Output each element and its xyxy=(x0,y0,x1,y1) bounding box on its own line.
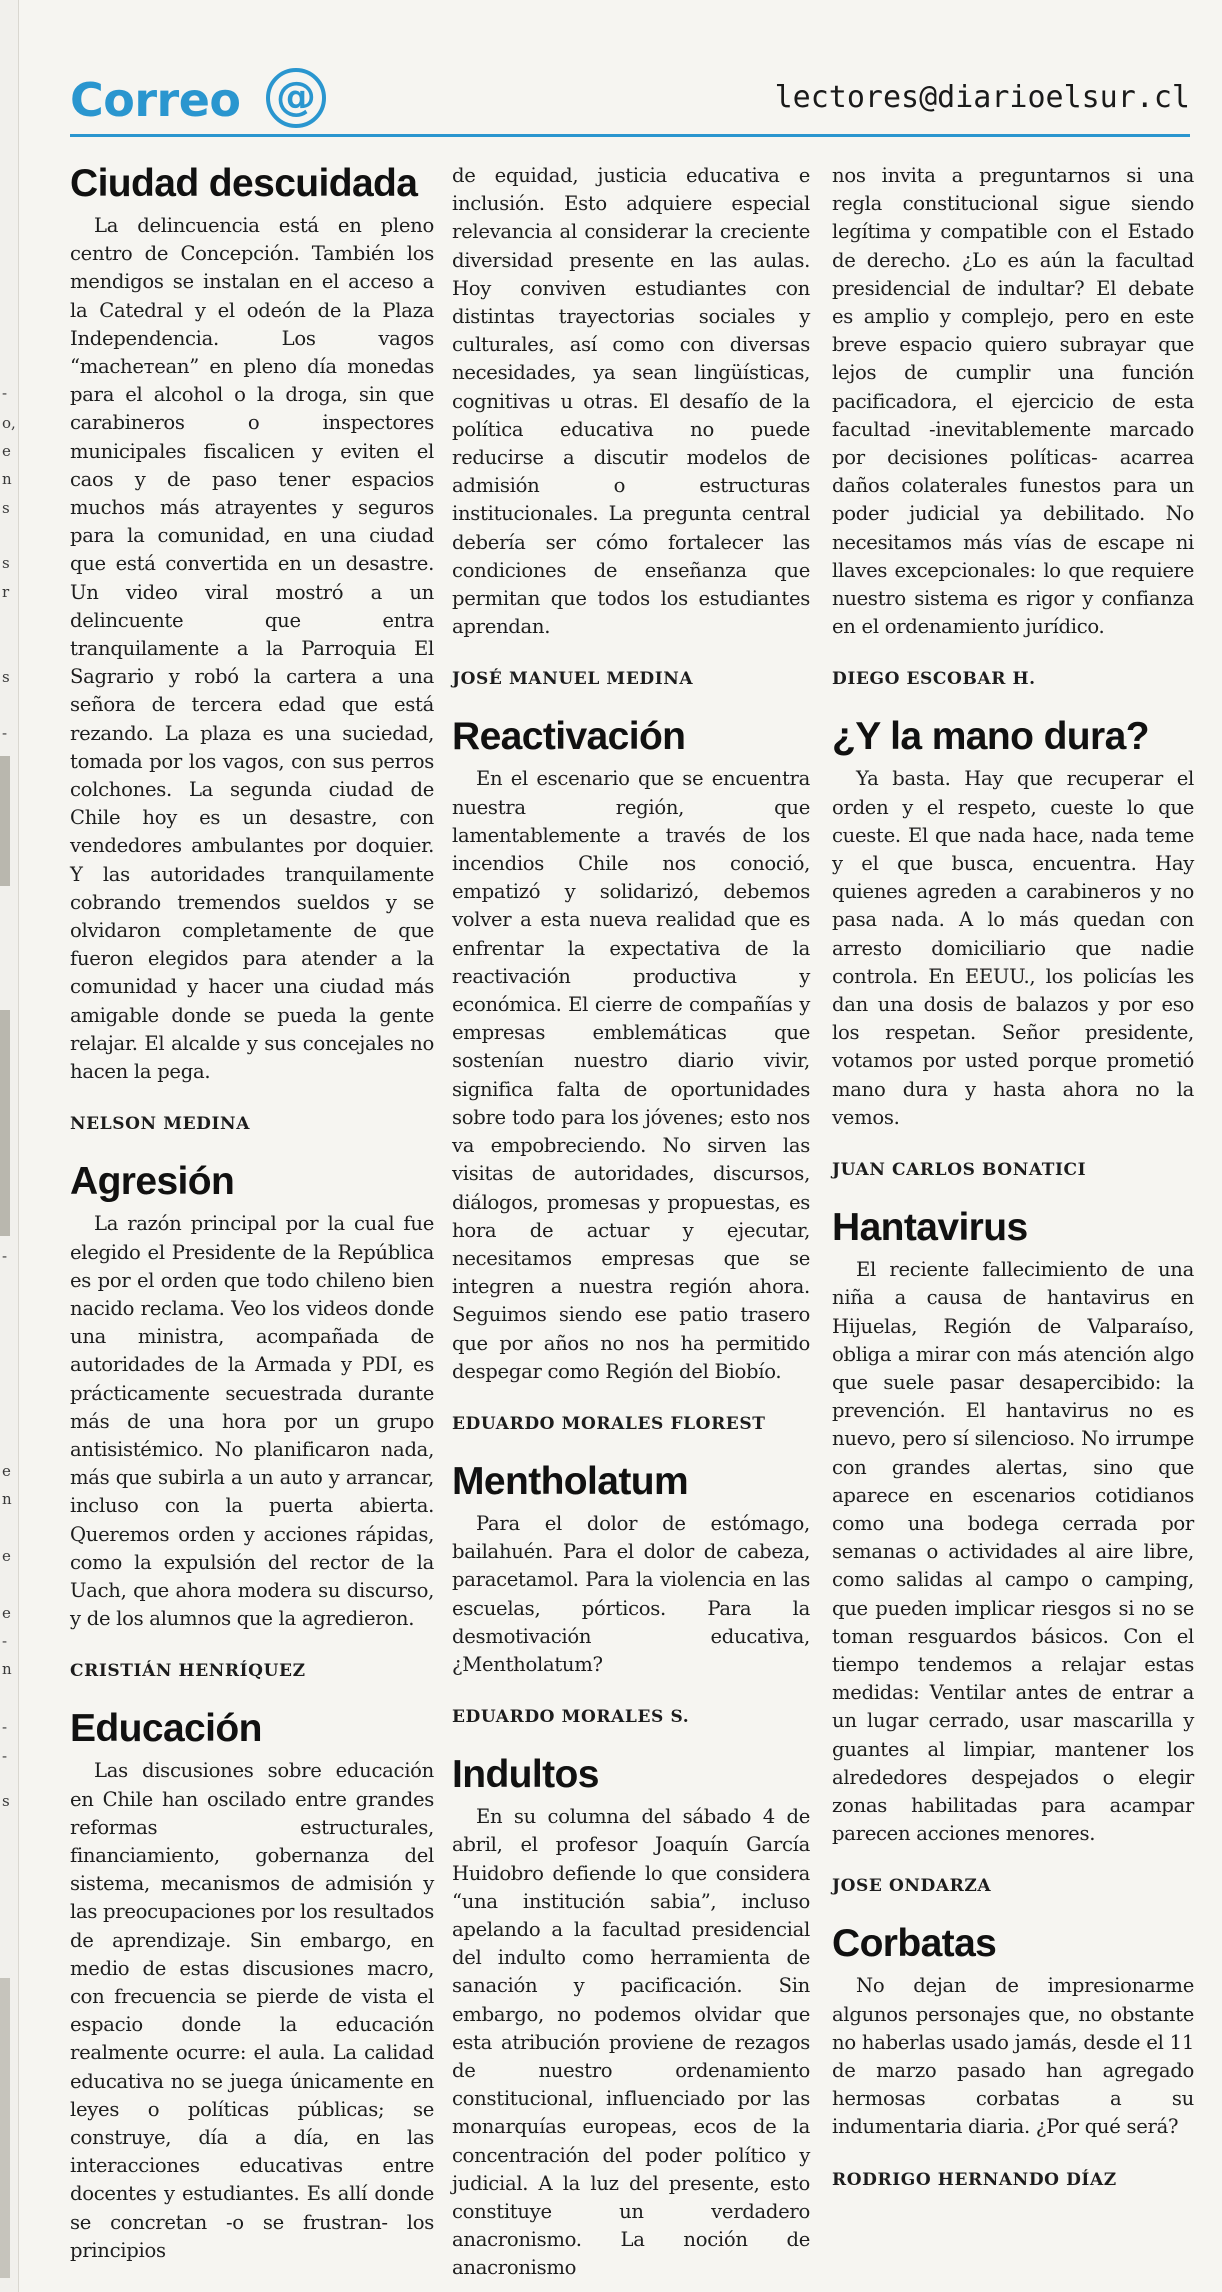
letter-signature: EDUARDO MORALES S. xyxy=(452,1707,690,1728)
edge-text-fragment: n xyxy=(2,1490,12,1508)
letter-body: El reciente fallecimiento de una niña a causa de hantavirus en Hijuelas, Región de Valparaíso, obliga a mirar con más atención algo que suele pasar desapercibido: la prevención. El hantavirus no es nuevo, pero sí silencioso. No irrumpe con grandes alertas, sino que aparece en escenarios cotidianos como una bodega cerrada por semanas o actividades al aire libre, como salidas al campo o camping, que pueden implicar riesgos si no se toman resguardos básicos. Con el tiempo tendemos a relajar estas medidas: Ventilar antes de entrar a un lugar cerrado, usar mascarilla y guantes al limpiar, mantener los alrededores despejados o elegir zonas habilitadas para acampar parecen acciones menores. xyxy=(832,1258,1194,1846)
letter-signature: NELSON MEDINA xyxy=(70,1114,250,1135)
letter-title: Corbatas xyxy=(832,1922,997,1966)
letter xyxy=(832,715,1194,1180)
letter xyxy=(70,1707,434,2265)
letter xyxy=(452,1753,810,2282)
edge-text-fragment: - xyxy=(2,384,8,402)
letter-body: Ya basta. Hay que recuperar el orden y el respeto, cueste lo que cueste. El que nada hace, nada teme y el que busca, encuentra. Hay quienes agreden a carabineros y no pasa nada. A lo más quedan con arresto domiciliario que nadie controla. En EEUU., los policías les dan una dosis de balazos y por eso los respetan. Señor presidente, votamos por usted porque prometió mano dura y hasta ahora no la vemos. xyxy=(832,767,1194,1129)
edge-text-fragment: - xyxy=(2,1747,8,1765)
letter-body-continued: de equidad, justicia educativa e inclusión. Esto adquiere especial relevancia al considerar la creciente diversidad presente en las aulas. Hoy conviven estudiantes con distintas trayectorias sociales y culturales, así como con diversas necesidades, ya sean lingüísticas, cognitivas u otras. El desafío de la política educativa no puede reducirse a discutir modelos de admisión o estructuras institucionales. La pregunta central debería ser cómo fortalecer las condiciones de enseñanza que permitan que todos los estudiantes aprendan. xyxy=(452,164,810,639)
edge-text-fragment: n xyxy=(2,470,12,488)
letter xyxy=(452,162,810,689)
adjacent-photo-edge xyxy=(0,756,10,886)
section-header xyxy=(70,68,1190,134)
letter-signature: RODRIGO HERNANDO DÍAZ xyxy=(832,2169,1117,2190)
letter-title: Agresión xyxy=(70,1160,235,1204)
adjacent-photo-edge xyxy=(0,1978,10,2278)
column-1 xyxy=(70,162,434,2265)
letter-body: Las discusiones sobre educación en Chile han oscilado entre grandes reformas estructurales, financiamiento, gobernanza del sistema, mecanismos de admisión y las preocupaciones por los resultados de aprendizaje. Sin embargo, en medio de estas discusiones macro, con frecuencia se pierde de vista el espacio donde la educación realmente ocurre: el aula. La calidad educativa no se juega únicamente en leyes o políticas públicas; se construye, día a día, en las interacciones educativas entre docentes y estudiantes. Es allí donde se concretan -o se frustran- los principios xyxy=(70,1759,434,2262)
edge-text-fragment: - xyxy=(2,1632,8,1650)
letter-signature: JOSÉ MANUEL MEDINA xyxy=(452,669,694,690)
letter-body: En su columna del sábado 4 de abril, el profesor Joaquín García Huidobro defiende lo que considera “una institución sabia”, incluso apelando a la facultad presidencial del indulto como herramienta de sanación y pacificación. Sin embargo, no podemos olvidar que esta atribución proviene de rezagos de nuestro ordenamiento constitucional, influenciado por las monarquías europeas, ecos de la concentración del poder político y judicial. A la luz del presente, esto constituye un verdadero anacronismo. La noción de anacronismo xyxy=(452,1805,810,2280)
edge-text-fragment: s xyxy=(2,1792,10,1810)
letter xyxy=(832,162,1194,689)
header-divider xyxy=(70,134,1190,137)
letter-title: Hantavirus xyxy=(832,1206,1028,1250)
letter-title: Mentholatum xyxy=(452,1459,689,1503)
letter xyxy=(832,1922,1194,2189)
letter-signature: DIEGO ESCOBAR H. xyxy=(832,669,1036,690)
letter xyxy=(70,162,434,1134)
letter-body-continued: nos invita a preguntarnos si una regla constitucional sigue siendo legítima y compatible con el Estado de derecho. ¿Lo es aún la facultad presidencial de indultar? El debate es amplio y complejo, pero en este breve espacio quiero subrayar que lejos de cumplir una función pacificadora, el ejercicio de esta facultad -inevitablemente marcado por decisiones políticas- acarrea daños colaterales funestos para un poder judicial ya debilitado. No necesitamos más vías de escape ni llaves excepcionales: lo que requiere nuestro sistema es rigor y confianza en el ordenamiento jurídico. xyxy=(832,164,1194,639)
section-title: Correo xyxy=(70,73,241,127)
adjacent-page-margin xyxy=(0,0,19,2292)
letter-body: No dejan de impresionarme algunos personajes que, no obstante no haberlas usado jamás, desde el 11 de marzo pasado han agregado hermosas corbatas a su indumentaria diaria. ¿Por qué será? xyxy=(832,1974,1194,2139)
edge-text-fragment: e xyxy=(2,1547,11,1565)
letter xyxy=(832,1206,1194,1896)
letter-title: Reactivación xyxy=(452,715,686,759)
edge-text-fragment: e xyxy=(2,442,11,460)
letter-title: Educación xyxy=(70,1707,262,1751)
adjacent-photo-edge xyxy=(0,1010,10,1236)
edge-text-fragment: s xyxy=(2,499,10,517)
edge-text-fragment: r xyxy=(2,583,10,601)
edge-text-fragment: e xyxy=(2,1604,11,1622)
letter-title: Ciudad descuidada xyxy=(70,162,418,205)
letter xyxy=(70,1160,434,1681)
letter-body: En el escenario que se encuentra nuestra región, que lamentablemente a través de los incendios Chile nos conoció, empatizó y solidarizó, debemos volver a esta nueva realidad que es enfrentar la expectativa de la reactivación productiva y económica. El cierre de compañías y empresas emblemáticas que sostenían nuestro diario vivir, significa falta de oportunidades sobre todo para los jóvenes; esto nos va empobreciendo. No sirven las visitas de autoridades, discursos, diálogos, promesas y propuestas, es hora de actuar y ejecutar, necesitamos empresas que se integren a nuestra región ahora. Seguimos siendo ese patio trasero que por años no nos ha permitido despegar como Región del Biobío. xyxy=(452,767,810,1383)
edge-text-fragment: n xyxy=(2,1660,12,1678)
at-icon: @ xyxy=(266,68,326,128)
letter-body: La razón principal por la cual fue elegido el Presidente de la República es por el orden que todo chileno bien nacido reclama. Veo los videos donde una ministra, acompañada de autoridades de la Armada y PDI, es prácticamente secuestrada durante más de una hora por un grupo antisistémico. No planificaron nada, más que subirla a un auto y arrancar, incluso con la puerta abierta. Queremos orden y acciones rápidas, como la expulsión del rector de la Uach, que ahora modera su discurso, y de los alumnos que la agredieron. xyxy=(70,1212,434,1631)
letter-body: La delincuencia está en pleno centro de Concepción. También los mendigos se instalan en el acceso a la Catedral y el odeón de la Plaza Independencia. Los vagos “macheтean” en pleno día monedas para el alcohol o la droga, sin que carabineros o inspectores municipales fiscalicen y eviten el caos y de paso tener espacios muchos más atrayentes y seguros para la comunidad, en una ciudad que está convertida en un desastre. Un video viral mostró a un delincuente que entra tranquilamente a la Parroquia El Sagrario y robó la cartera a una señora de tercera edad que está rezando. La plaza es una suciedad, tomada por los vagos, con sus perros colchones. La segunda ciudad de Chile hoy es un desastre, con vendedores ambulantes por doquier. Y las autoridades tranquilamente cobrando tremendos sueldos y se olvidaron completamente de que fueron elegidos para atender a la comunidad y hacer una ciudad más amigable donde se pueda la gente relajar. El alcalde y sus concejales no hacen la pega. xyxy=(70,214,434,1084)
edge-text-fragment: o, xyxy=(2,414,16,432)
edge-text-fragment: s xyxy=(2,668,10,686)
edge-text-fragment: - xyxy=(2,1247,8,1265)
edge-text-fragment: s xyxy=(2,554,10,572)
letter-body: Para el dolor de estómago, bailahuén. Para el dolor de cabeza, paracetamol. Para la violencia en las escuelas, pórticos. Para la desmotivación educativa, ¿Mentholatum? xyxy=(452,1511,810,1676)
column-2 xyxy=(452,162,810,2283)
edge-text-fragment: - xyxy=(2,724,8,742)
letter xyxy=(452,1460,810,1727)
letter-signature: JUAN CARLOS BONATICI xyxy=(832,1160,1087,1181)
edge-text-fragment: e xyxy=(2,1462,11,1480)
letter-title: ¿Y la mano dura? xyxy=(832,715,1149,759)
letter-title: Indultos xyxy=(452,1753,599,1797)
letter xyxy=(452,715,810,1433)
letter-signature: EDUARDO MORALES FLOREST xyxy=(452,1413,766,1434)
letter-signature: JOSE ONDARZA xyxy=(832,1876,992,1897)
edge-text-fragment: - xyxy=(2,1718,8,1736)
contact-email: lectores@diarioelsur.cl xyxy=(774,80,1190,115)
letter-signature: CRISTIÁN HENRÍQUEZ xyxy=(70,1661,306,1682)
column-3 xyxy=(832,162,1194,2216)
